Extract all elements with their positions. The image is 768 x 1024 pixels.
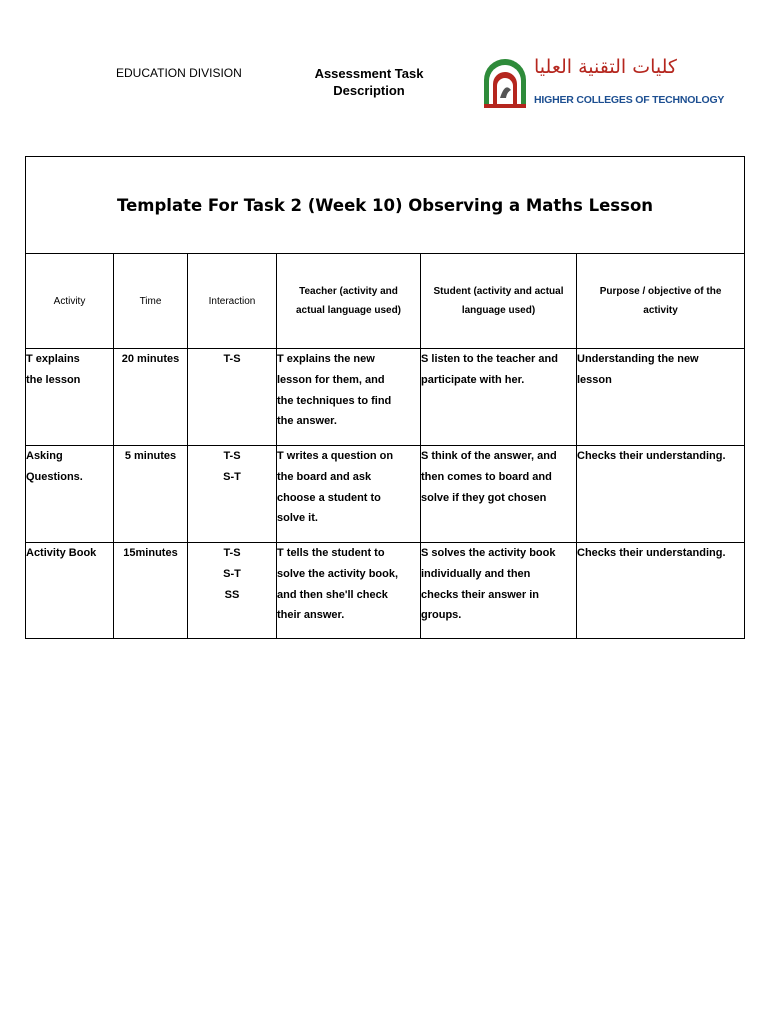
cell-interaction (188, 446, 277, 543)
cell-line: S-T (223, 567, 241, 580)
cell-line: Checks their understanding. (577, 547, 726, 559)
cell-line: their answer. (277, 609, 345, 622)
cell-line: T writes a question on (277, 450, 394, 462)
header-activity: Activity (26, 254, 114, 349)
cell-line: lesson (577, 373, 612, 386)
cell-line: solve the activity book, (277, 567, 399, 580)
header-student-line-1: Student (activity and actual (433, 286, 564, 297)
cell-line: T explains (26, 353, 80, 365)
hct-logo (480, 54, 725, 110)
cell-time: 5 minutes (114, 446, 188, 543)
cell-line: T tells the student to (277, 547, 385, 559)
education-division-label: EDUCATION DIVISION (116, 66, 242, 80)
cell-line: lesson for them, and (277, 373, 385, 386)
header-time: Time (114, 254, 188, 349)
hct-emblem-icon (480, 54, 530, 110)
cell-line: Asking (26, 450, 63, 462)
table-header-row (26, 254, 745, 349)
cell-line: solve it. (277, 512, 318, 525)
cell-line: T explains the new (277, 353, 375, 365)
cell-line: choose a student to (277, 491, 381, 504)
document-title-line-2: Description (333, 83, 405, 98)
cell-line: then comes to board and (421, 470, 552, 483)
cell-line: T-S (223, 547, 241, 559)
cell-line: Understanding the new (577, 353, 699, 365)
cell-purpose (577, 446, 745, 543)
cell-student (421, 349, 577, 446)
cell-purpose (577, 349, 745, 446)
cell-teacher (277, 349, 421, 446)
cell-purpose (577, 543, 745, 639)
cell-line: participate with her. (421, 373, 525, 386)
table-row (26, 543, 745, 639)
logo-arabic-text: كليات التقنية العليا (534, 56, 677, 78)
table-row (26, 446, 745, 543)
cell-time: 20 minutes (114, 349, 188, 446)
header-purpose-line-2: activity (643, 305, 678, 316)
cell-line: S think of the answer, and (421, 450, 557, 462)
header-student (421, 254, 577, 349)
header-student-line-2: language used) (461, 305, 536, 316)
lesson-observation-table (25, 156, 745, 639)
cell-activity (26, 543, 114, 639)
header-teacher-line-1: Teacher (activity and (299, 286, 398, 297)
table-row (26, 349, 745, 446)
cell-line: Questions. (26, 470, 83, 483)
cell-line: individually and then (421, 567, 531, 580)
document-title (300, 65, 438, 99)
header-teacher-line-2: actual language used) (295, 305, 402, 316)
cell-line: Activity Book (26, 547, 97, 559)
header-interaction: Interaction (188, 254, 277, 349)
cell-time: 15minutes (114, 543, 188, 639)
cell-activity (26, 446, 114, 543)
cell-interaction (188, 349, 277, 446)
cell-activity (26, 349, 114, 446)
cell-line: the lesson (26, 373, 81, 386)
cell-line: T-S (223, 450, 241, 462)
cell-line: Checks their understanding. (577, 450, 726, 462)
cell-line: checks their answer in (421, 588, 539, 601)
cell-line: the techniques to find (277, 394, 392, 407)
cell-teacher (277, 446, 421, 543)
logo-english-text: HIGHER COLLEGES OF TECHNOLOGY (534, 94, 725, 106)
cell-line: T-S (223, 353, 241, 365)
cell-teacher (277, 543, 421, 639)
cell-line: groups. (421, 609, 462, 622)
cell-line: and then she'll check (277, 588, 388, 601)
cell-line: SS (224, 588, 240, 601)
header-purpose (577, 254, 745, 349)
cell-line: the board and ask (277, 470, 372, 483)
header-purpose-line-1: Purpose / objective of the (599, 286, 722, 297)
cell-line: solve if they got chosen (421, 491, 547, 504)
table-title: Template For Task 2 (Week 10) Observing a Maths Lesson (26, 157, 745, 254)
cell-line: the answer. (277, 415, 337, 428)
cell-line: S-T (223, 470, 241, 483)
document-title-line-1: Assessment Task (314, 66, 424, 81)
header-teacher (277, 254, 421, 349)
cell-student (421, 543, 577, 639)
cell-line: S listen to the teacher and (421, 353, 558, 365)
cell-interaction (188, 543, 277, 639)
cell-line: S solves the activity book (421, 547, 556, 559)
cell-student (421, 446, 577, 543)
